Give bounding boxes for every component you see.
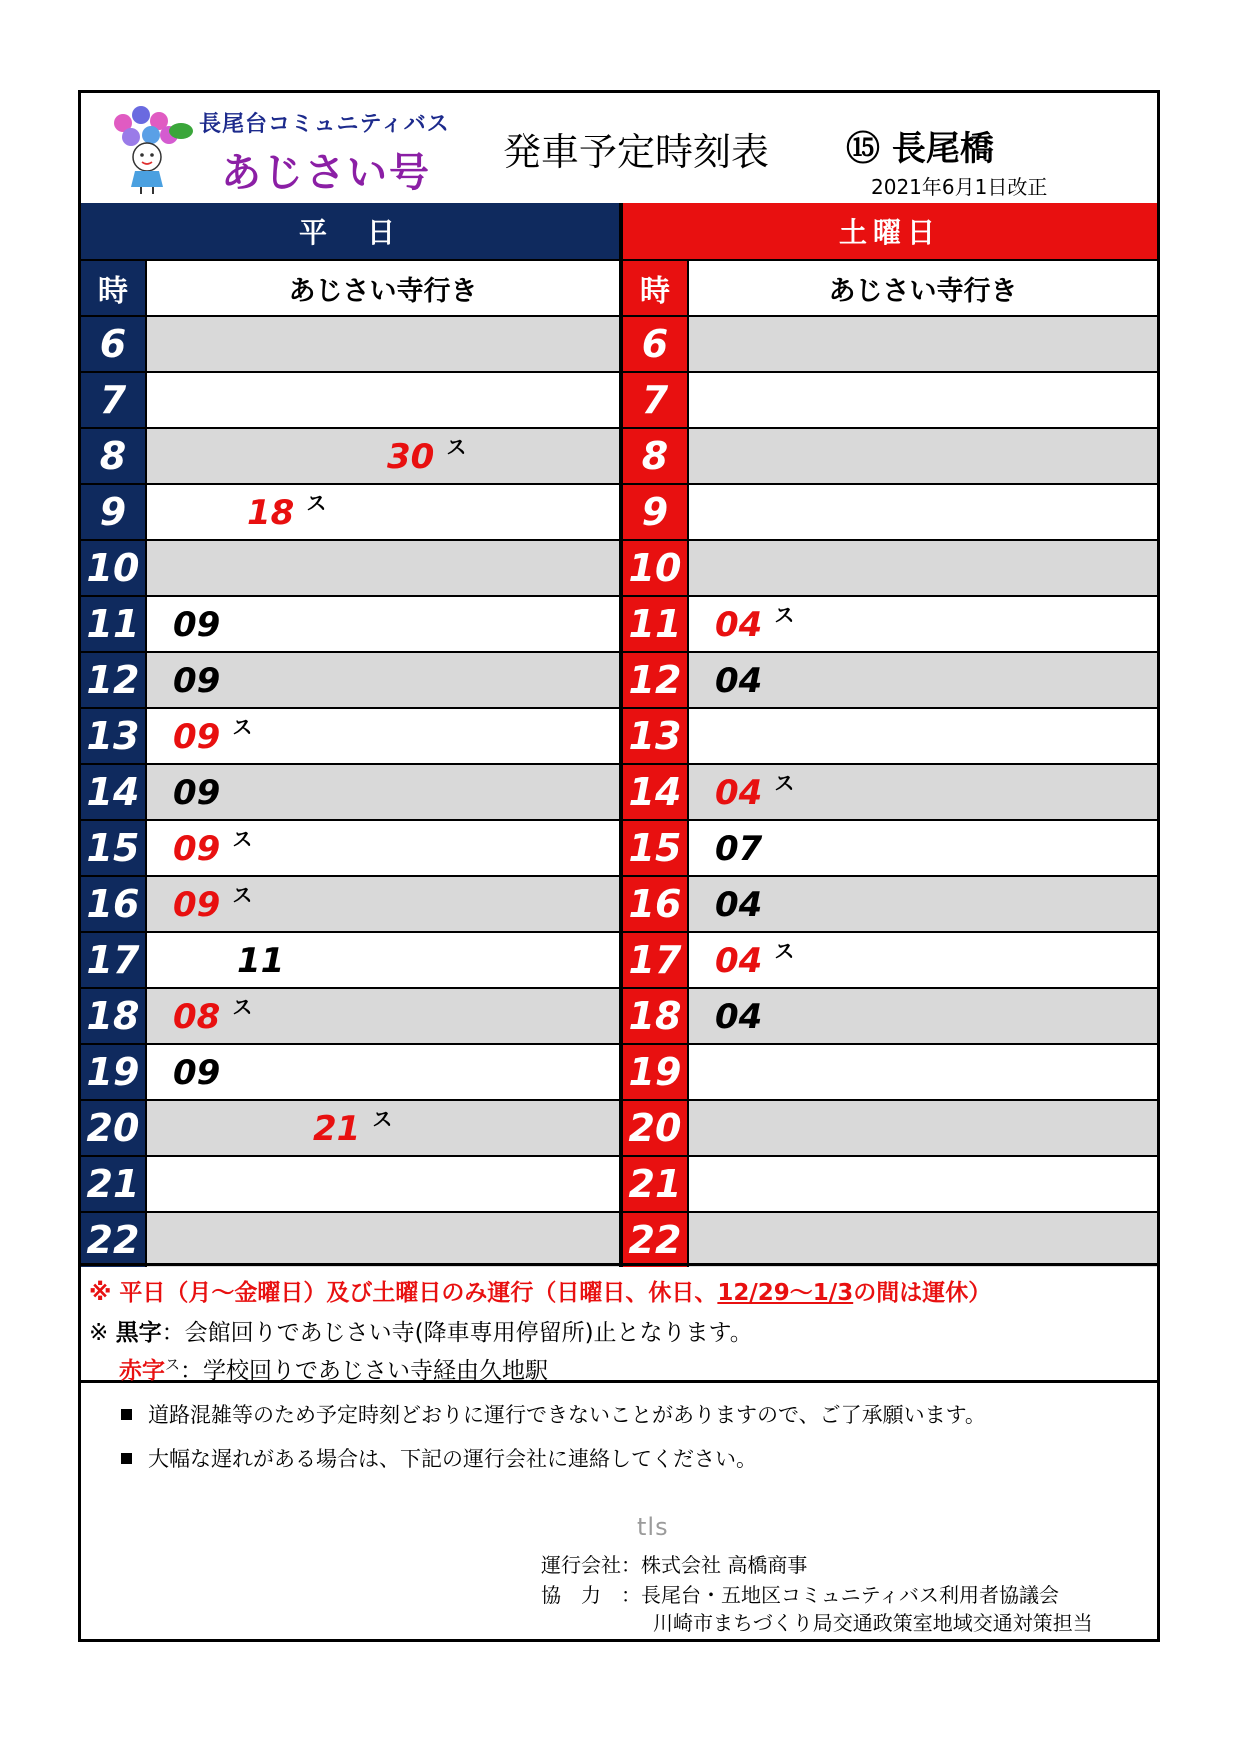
hour-cell: 17 [623, 933, 687, 987]
minutes-cell [687, 485, 1157, 539]
destination-label: あじさい寺行き [145, 261, 619, 315]
hour-cell: 12 [81, 653, 145, 707]
minutes-cell [145, 429, 619, 483]
table-row [81, 1211, 619, 1267]
minutes-cell [687, 709, 1157, 763]
hour-cell: 20 [81, 1101, 145, 1155]
table-row [619, 819, 1157, 875]
departure-minute: 07 [715, 829, 763, 869]
table-row [619, 1043, 1157, 1099]
table-row [81, 707, 619, 763]
departure-minute: 04 [715, 661, 763, 701]
note-text: ：学校回りであじさい寺経由久地駅 [180, 1358, 549, 1384]
timetable [81, 203, 1157, 1263]
minutes-cell [687, 653, 1157, 707]
destination-label: あじさい寺行き [687, 261, 1157, 315]
note-operating-days [89, 1274, 991, 1307]
hour-cell: 17 [81, 933, 145, 987]
logo-bus-name: 長尾台コミュニティバス [199, 112, 450, 137]
departure-time [715, 885, 762, 925]
hour-cell: 7 [623, 373, 687, 427]
hour-cell: 22 [623, 1213, 687, 1267]
departure-minute: 30 [387, 437, 435, 477]
table-row [81, 1043, 619, 1099]
minutes-cell [687, 1101, 1157, 1155]
table-row [619, 315, 1157, 371]
square-bullet-icon [121, 1409, 132, 1420]
table-row [619, 931, 1157, 987]
note-red-text [119, 1352, 548, 1385]
departure-minute: 11 [237, 941, 285, 981]
list-item-text: 道路混雑等のため予定時刻どおりに運行できないことがありますので、ご了承願います。 [148, 1403, 986, 1427]
departure-time [237, 941, 284, 981]
table-row [81, 1155, 619, 1211]
hour-cell: 7 [81, 373, 145, 427]
operator-company: 運行会社：株式会社 高橋商事 [541, 1553, 808, 1577]
via-kuji-mark: ス [232, 995, 253, 1019]
via-kuji-mark: ス [446, 435, 467, 459]
minutes-cell [145, 877, 619, 931]
weekday-rows [81, 315, 619, 1267]
minutes-cell [687, 1213, 1157, 1267]
square-bullet-icon [121, 1453, 132, 1464]
minutes-cell [687, 765, 1157, 819]
hour-cell: 8 [623, 429, 687, 483]
table-row [81, 651, 619, 707]
saturday-rows [619, 315, 1157, 1267]
minutes-cell [145, 597, 619, 651]
minutes-cell [145, 989, 619, 1043]
departure-minute: 04 [715, 773, 763, 813]
departure-time [173, 717, 252, 757]
hour-cell: 6 [623, 317, 687, 371]
minutes-cell [145, 933, 619, 987]
table-row [619, 1155, 1157, 1211]
hour-cell: 10 [623, 541, 687, 595]
departure-time [173, 829, 252, 869]
departure-minute: 04 [715, 941, 763, 981]
departure-time [715, 997, 762, 1037]
departure-time [173, 1053, 220, 1093]
departure-minute: 21 [313, 1109, 361, 1149]
service-notes [81, 1263, 1157, 1383]
hour-cell: 8 [81, 429, 145, 483]
minutes-cell [687, 989, 1157, 1043]
table-row [619, 595, 1157, 651]
minutes-cell [687, 877, 1157, 931]
departure-minute: 09 [173, 885, 221, 925]
departure-time [313, 1109, 392, 1149]
table-row [619, 1099, 1157, 1155]
note-text: ：会館回りであじさい寺(降車専用停留所)止となります。 [161, 1320, 753, 1346]
table-row [81, 427, 619, 483]
hour-cell: 15 [81, 821, 145, 875]
weekday-panel [81, 203, 619, 1267]
hour-cell: 12 [623, 653, 687, 707]
departure-time [173, 885, 252, 925]
departure-minute: 09 [173, 605, 221, 645]
table-row [619, 1211, 1157, 1267]
table-row [619, 427, 1157, 483]
departure-minute: 09 [173, 773, 221, 813]
hour-cell: 19 [81, 1045, 145, 1099]
note-text: の間は運休） [853, 1280, 992, 1306]
departure-minute: 04 [715, 885, 763, 925]
table-row [81, 483, 619, 539]
hour-cell: 16 [623, 877, 687, 931]
hydrangea-mascot-icon [101, 101, 201, 196]
via-kuji-mark: ス [774, 771, 795, 795]
ajisai-logo [101, 101, 461, 196]
timetable-sheet [78, 90, 1160, 1642]
minutes-cell [687, 373, 1157, 427]
departure-time [173, 773, 220, 813]
note-key-black: 黒字 [115, 1320, 162, 1346]
operator-cooperation: 協 力 ：長尾台・五地区コミュニティバス利用者協議会 [541, 1583, 1059, 1607]
minutes-cell [687, 429, 1157, 483]
weekday-header: 平 日 [81, 203, 619, 259]
departure-time [173, 997, 252, 1037]
note-mark: ※ [89, 1320, 116, 1346]
table-row [81, 1099, 619, 1155]
table-row [619, 483, 1157, 539]
hour-cell: 9 [623, 485, 687, 539]
departure-time [247, 493, 326, 533]
tls-logo: tls [637, 1513, 669, 1541]
departure-minute: 09 [173, 661, 221, 701]
table-row [81, 539, 619, 595]
minutes-cell [145, 485, 619, 539]
minutes-cell [145, 821, 619, 875]
table-row [81, 315, 619, 371]
departure-minute: 18 [247, 493, 295, 533]
hour-cell: 19 [623, 1045, 687, 1099]
minutes-cell [687, 1045, 1157, 1099]
departure-minute: 09 [173, 1053, 221, 1093]
saturday-column-header [619, 259, 1157, 315]
hour-cell: 13 [623, 709, 687, 763]
table-row [619, 875, 1157, 931]
minutes-cell [145, 1045, 619, 1099]
table-row [81, 595, 619, 651]
via-kuji-mark: ス [774, 603, 795, 627]
weekday-column-header [81, 259, 619, 315]
logo-bus-nickname: あじさい号 [221, 150, 431, 196]
table-row [619, 707, 1157, 763]
minutes-cell [687, 317, 1157, 371]
departure-time [173, 605, 220, 645]
hour-column-label: 時 [623, 261, 687, 315]
page-title: 発車予定時刻表 [503, 130, 770, 174]
revision-date: 2021年6月1日改正 [871, 175, 1048, 199]
operator-city-office: 川崎市まちづくり局交通政策室地域交通対策担当 [653, 1611, 1093, 1635]
hour-cell: 21 [81, 1157, 145, 1211]
departure-minute: 04 [715, 605, 763, 645]
minutes-cell [145, 709, 619, 763]
table-row [619, 651, 1157, 707]
hour-cell: 9 [81, 485, 145, 539]
table-row [619, 539, 1157, 595]
minutes-cell [687, 821, 1157, 875]
departure-time [715, 661, 762, 701]
table-row [619, 987, 1157, 1043]
minutes-cell [145, 1213, 619, 1267]
hour-cell: 16 [81, 877, 145, 931]
list-item [121, 1443, 986, 1473]
saturday-panel [619, 203, 1157, 1267]
departure-minute: 04 [715, 997, 763, 1037]
minutes-cell [145, 541, 619, 595]
departure-time [387, 437, 466, 477]
departure-time [715, 773, 794, 813]
via-kuji-mark: ス [306, 491, 327, 515]
note-black-text [89, 1314, 753, 1347]
hour-cell: 10 [81, 541, 145, 595]
minutes-cell [145, 765, 619, 819]
minutes-cell [687, 597, 1157, 651]
table-row [619, 371, 1157, 427]
note-key-red: 赤字 [119, 1358, 165, 1384]
hour-cell: 22 [81, 1213, 145, 1267]
minutes-cell [145, 317, 619, 371]
table-row [81, 819, 619, 875]
hour-cell: 18 [623, 989, 687, 1043]
via-kuji-mark: ス [232, 715, 253, 739]
hour-cell: 14 [81, 765, 145, 819]
departure-minute: 08 [173, 997, 221, 1037]
table-row [81, 763, 619, 819]
saturday-header: 土曜日 [619, 203, 1157, 259]
hour-column-label: 時 [81, 261, 145, 315]
departure-time [173, 661, 220, 701]
minutes-cell [687, 541, 1157, 595]
minutes-cell [687, 933, 1157, 987]
table-row [81, 931, 619, 987]
header [81, 93, 1157, 203]
via-kuji-mark: ス [372, 1107, 393, 1131]
hour-cell: 13 [81, 709, 145, 763]
departure-time [715, 829, 762, 869]
departure-time [715, 605, 794, 645]
note-holiday-range: 12/29～1/3 [717, 1280, 854, 1306]
hour-cell: 18 [81, 989, 145, 1043]
hour-cell: 20 [623, 1101, 687, 1155]
via-kuji-mark: ス [232, 827, 253, 851]
minutes-cell [145, 653, 619, 707]
hour-cell: 11 [623, 597, 687, 651]
departure-time [715, 941, 794, 981]
list-item [121, 1399, 986, 1429]
table-row [81, 987, 619, 1043]
departure-minute: 09 [173, 829, 221, 869]
note-text: ※ 平日（月～金曜日）及び土曜日のみ運行（日曜日、休日、 [89, 1280, 718, 1306]
minutes-cell [145, 1157, 619, 1211]
stop-name: ⑮ 長尾橋 [846, 129, 994, 169]
table-row [81, 875, 619, 931]
hour-cell: 11 [81, 597, 145, 651]
departure-minute: 09 [173, 717, 221, 757]
minutes-cell [687, 1157, 1157, 1211]
via-kuji-mark: ス [774, 939, 795, 963]
minutes-cell [145, 1101, 619, 1155]
note-mark: ス [165, 1355, 181, 1374]
table-row [81, 371, 619, 427]
minutes-cell [145, 373, 619, 427]
via-kuji-mark: ス [232, 883, 253, 907]
table-row [619, 763, 1157, 819]
list-item-text: 大幅な遅れがある場合は、下記の運行会社に連絡してください。 [148, 1447, 757, 1471]
hour-cell: 15 [623, 821, 687, 875]
notice-list [121, 1399, 986, 1487]
hour-cell: 14 [623, 765, 687, 819]
hour-cell: 6 [81, 317, 145, 371]
hour-cell: 21 [623, 1157, 687, 1211]
